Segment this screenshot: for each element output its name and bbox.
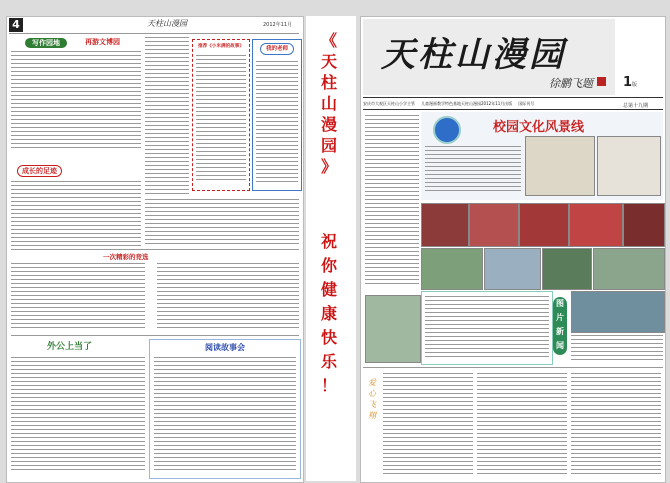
front-left-column: [365, 115, 419, 290]
feature-area: [421, 112, 663, 200]
column-middle-body: [145, 199, 299, 249]
photo-students: [421, 248, 483, 290]
photo-stage: [519, 203, 569, 247]
feature-photo-books: [525, 136, 595, 196]
travel-article-body: [11, 51, 141, 151]
school-emblem: [433, 116, 461, 144]
page-four: [6, 16, 304, 483]
writing-garden-badge: 写作园地: [25, 38, 67, 48]
bottom-article-one: [383, 373, 473, 477]
teacher-box-title: 我的老师: [260, 43, 294, 55]
slogan-strip: [306, 16, 356, 481]
photo-assembly: [365, 295, 421, 363]
reader-title: 阅读故事会: [205, 343, 245, 352]
seal-stamp: [597, 77, 606, 86]
photo-drawing: [484, 248, 541, 290]
bottom-article-two: [477, 373, 567, 477]
photo-ceremony: [421, 203, 469, 247]
slogan-wish: 祝 你 健 康 快 乐 ！: [320, 232, 337, 395]
masthead-area: [363, 19, 615, 95]
parent-article-title: 外公上当了: [47, 342, 93, 352]
bottom-article-three: [571, 373, 661, 477]
page-number: 4: [9, 18, 23, 32]
page-one: [360, 16, 666, 483]
issue-date: 2012年11月: [263, 22, 293, 28]
edition-number: 1版: [623, 75, 638, 90]
right-middle-body: [157, 263, 299, 333]
column-two-body: [145, 37, 189, 197]
bookmark-box: [192, 39, 250, 191]
parent-article-body: [11, 357, 145, 477]
news-box: [421, 291, 553, 365]
issue-number: 总第十九期: [623, 103, 649, 109]
reader-box: [149, 339, 301, 479]
photo-performance: [469, 203, 519, 247]
info-line: 安庆市大观区天柱山小学主管 儿童漫画教学特色基地天柱山漫园2012年11月出版 国际刊号: [363, 100, 535, 106]
photo-event: [569, 203, 623, 247]
photo-group: [571, 291, 665, 333]
photo-news-label: 图 片 新 闻: [553, 297, 567, 355]
activity-body: [11, 263, 145, 333]
travel-article-title: 再游文博园: [85, 38, 120, 46]
growth-title: 成长的足迹: [17, 165, 62, 177]
activity-title: 一次精彩的竞选: [103, 253, 149, 261]
bottom-vertical-label: 爱 心 飞 翔: [368, 378, 376, 420]
small-masthead-logo: 天柱山漫园: [147, 19, 187, 28]
masthead-signature: 徐鹏飞题: [549, 77, 593, 90]
photo-play: [593, 248, 665, 290]
header-rule: [9, 33, 299, 34]
teacher-box: [252, 39, 302, 191]
photo-hall: [623, 203, 665, 247]
photo-news-caption: [571, 335, 663, 363]
photo-classroom: [542, 248, 592, 290]
slogan-title: 《 天 柱 山 漫 园 》: [320, 31, 337, 176]
feature-title: 校园文化风景线: [493, 120, 585, 135]
masthead-title: 天柱山漫园: [381, 35, 566, 75]
growth-body: [11, 181, 141, 251]
feature-photo-papers: [597, 136, 661, 196]
bookmark-title: 推荐《小米满的故事》: [198, 44, 244, 49]
